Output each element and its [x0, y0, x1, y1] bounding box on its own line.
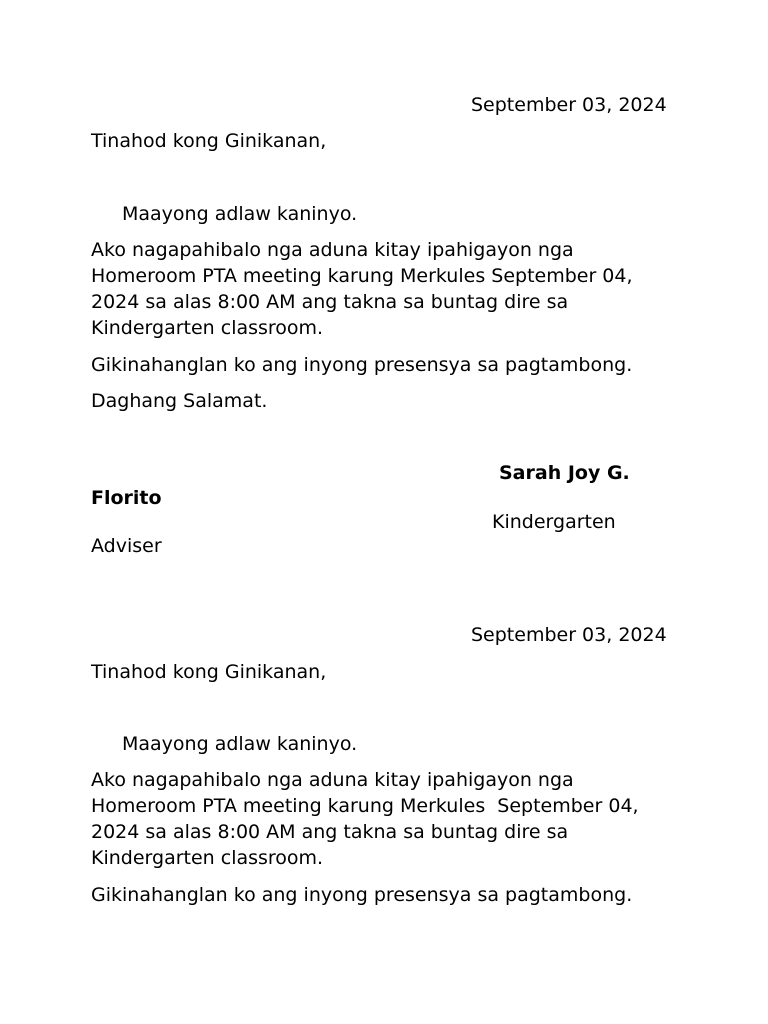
signature-title-last: Adviser	[91, 535, 162, 557]
greeting: Maayong adlaw kaninyo.	[122, 203, 358, 225]
body-line: 2024 sa alas 8:00 AM ang takna sa buntag dire sa	[91, 821, 569, 843]
signature-name-first: Sarah Joy G.	[499, 462, 630, 484]
body-line: Homeroom PTA meeting karung Merkules September 04,	[91, 795, 639, 817]
salutation: Tinahod kong Ginikanan,	[91, 661, 327, 683]
body-line: Homeroom PTA meeting karung Merkules September 04,	[91, 265, 633, 287]
body-paragraph	[91, 767, 691, 871]
signature-title-first: Kindergarten	[492, 511, 616, 533]
body-line: Kindergarten classroom.	[91, 847, 324, 869]
body-line: Ako nagapahibalo nga aduna kitay ipahigayon nga	[91, 239, 574, 261]
letter-date: September 03, 2024	[471, 624, 667, 646]
greeting: Maayong adlaw kaninyo.	[122, 733, 358, 755]
closing: Daghang Salamat.	[91, 390, 268, 412]
salutation: Tinahod kong Ginikanan,	[91, 130, 327, 152]
signature-name-last: Florito	[91, 487, 162, 509]
letter-date: September 03, 2024	[471, 94, 667, 116]
request-paragraph: Gikinahanglan ko ang inyong presensya sa pagtambong.	[91, 354, 633, 376]
body-paragraph	[91, 237, 691, 341]
request-paragraph: Gikinahanglan ko ang inyong presensya sa pagtambong.	[91, 884, 633, 906]
body-line: Ako nagapahibalo nga aduna kitay ipahigayon nga	[91, 769, 574, 791]
body-line: 2024 sa alas 8:00 AM ang takna sa buntag dire sa	[91, 291, 569, 313]
body-line: Kindergarten classroom.	[91, 317, 324, 339]
